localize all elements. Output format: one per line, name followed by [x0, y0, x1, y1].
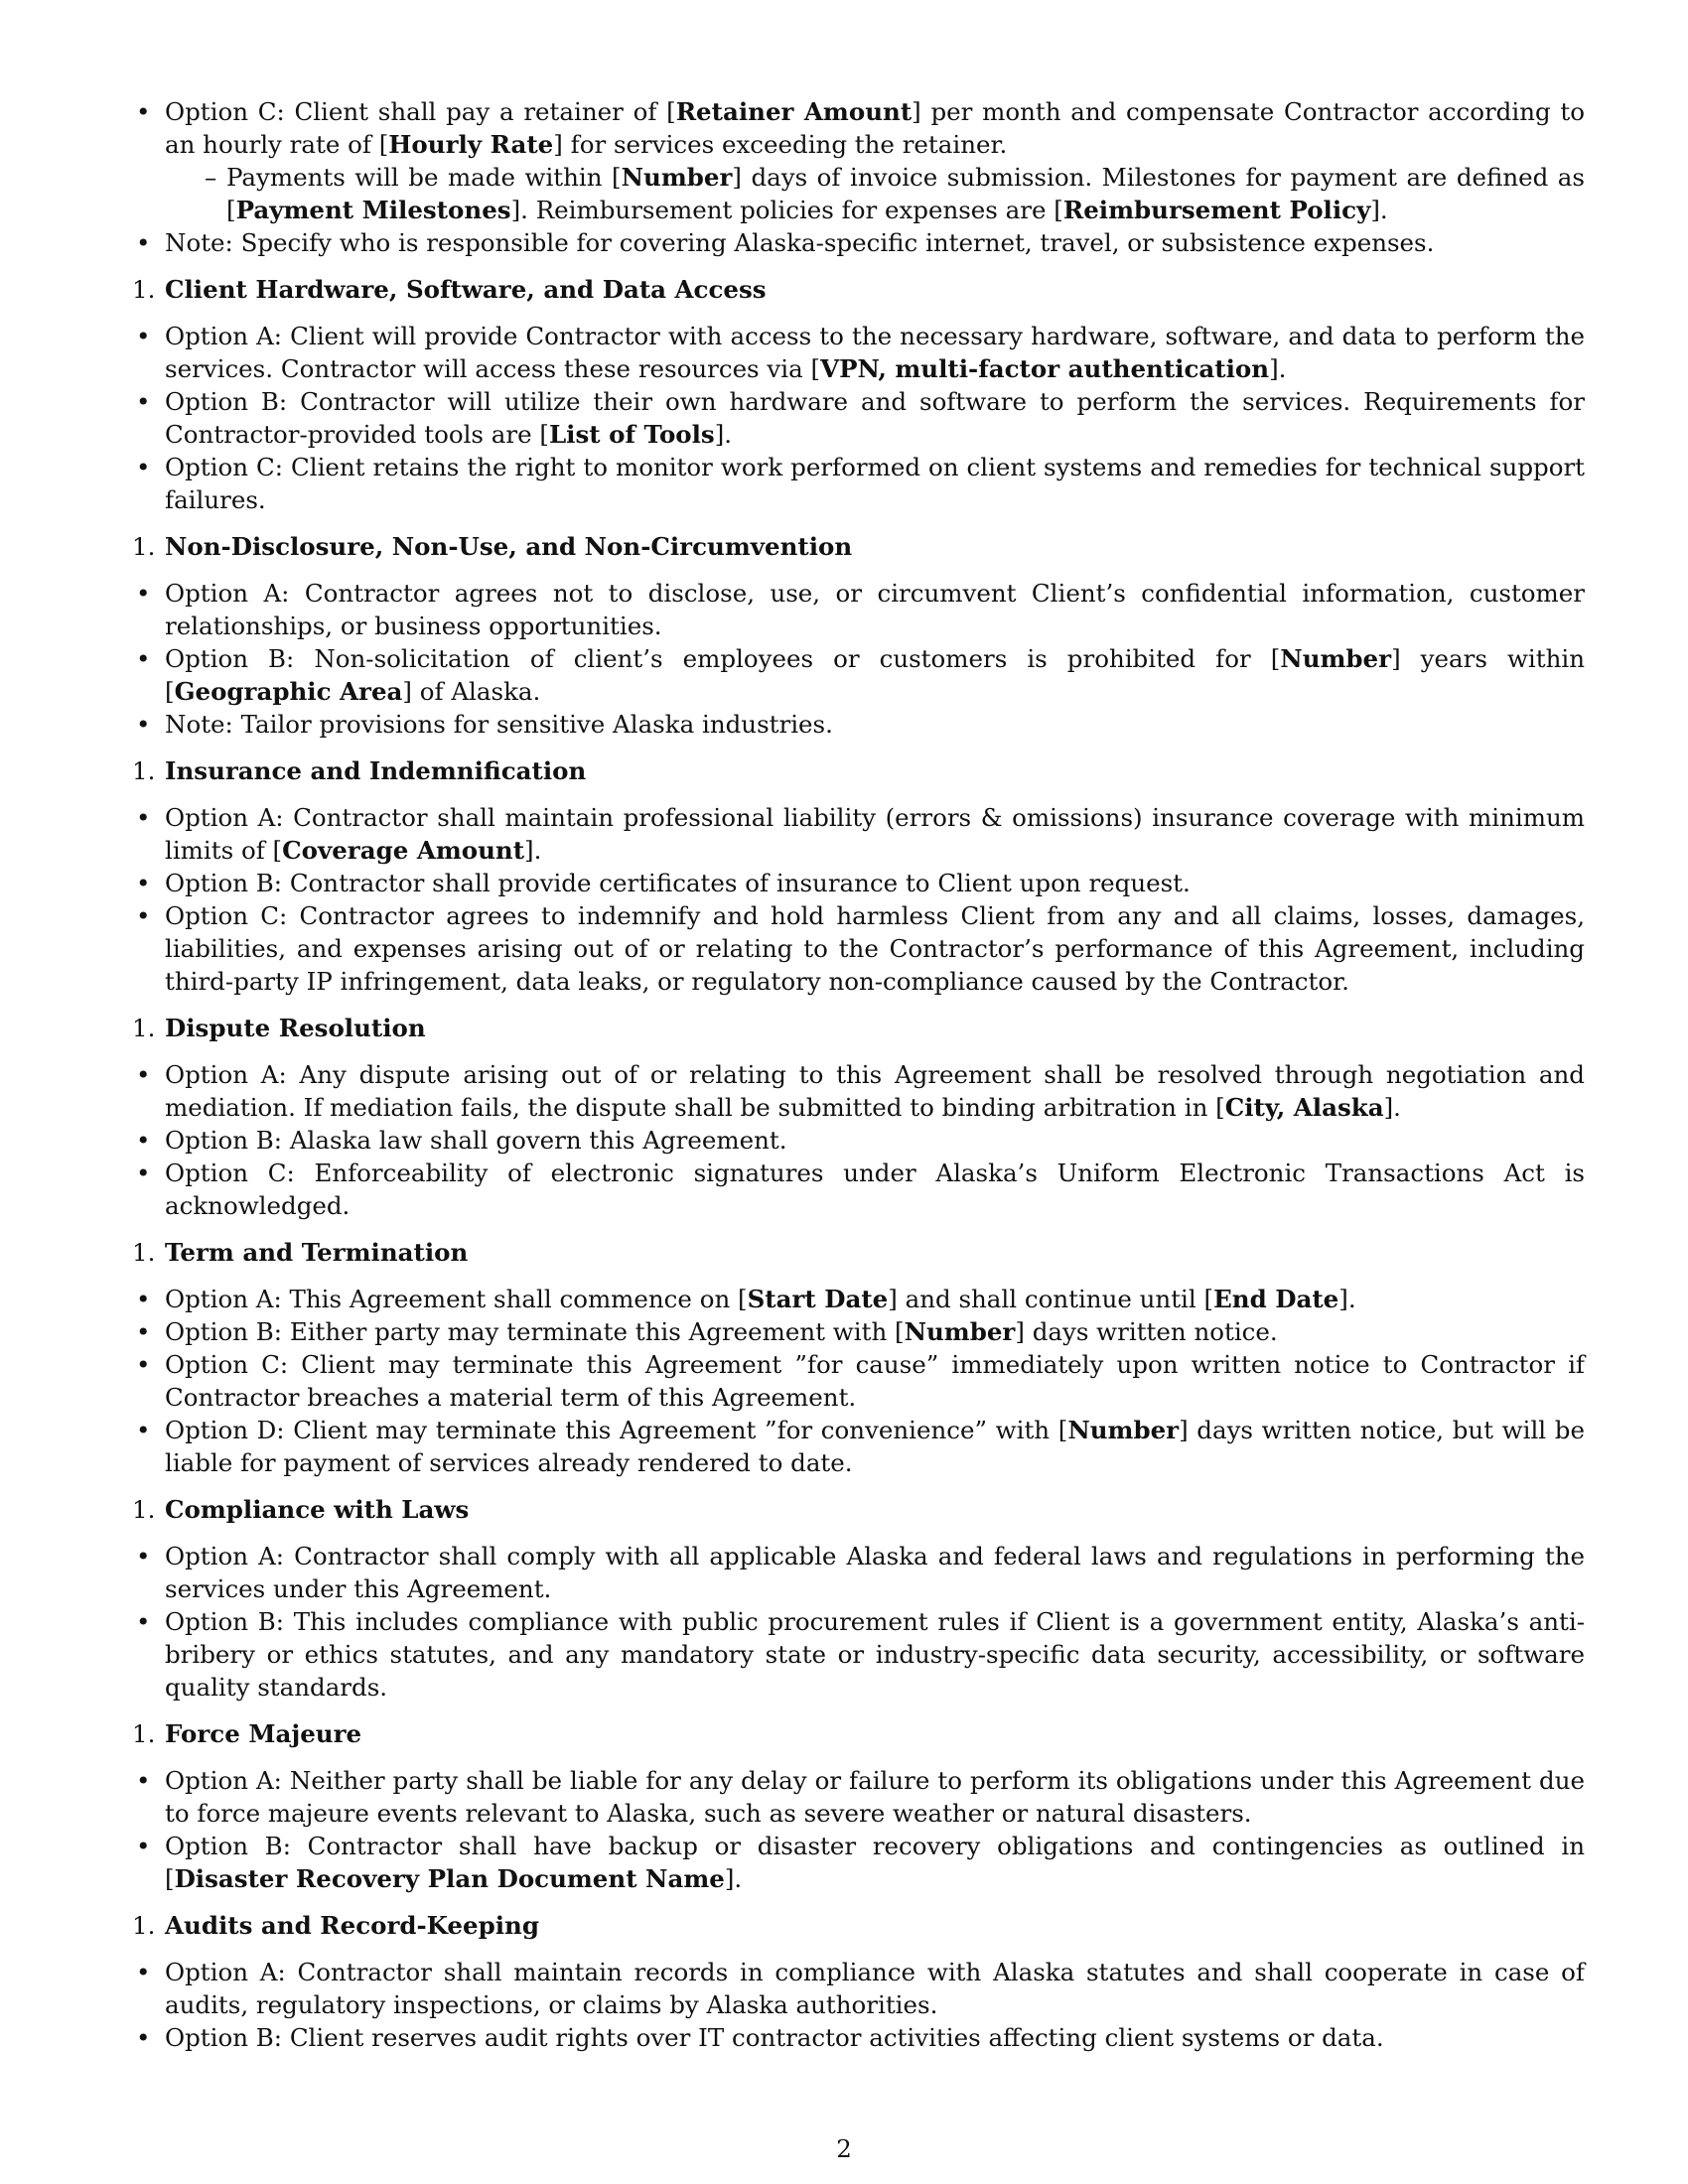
clause-text: Option A: Contractor shall comply with all applicable Alaska and federal laws and regulations in performing the services under this Agreement.	[165, 1542, 1585, 1603]
clause-text: Option B: Contractor shall have backup or disaster recovery obligations and contingencies as outlined in [	[165, 1832, 1585, 1893]
clause-text: Option B: Non-solicitation of client’s employees or customers is prohibited for [	[165, 644, 1281, 673]
section-heading	[132, 1493, 1585, 1526]
clause-text: Option A: This Agreement shall commence on [	[165, 1285, 748, 1313]
placeholder-field: City, Alaska	[1224, 1093, 1384, 1122]
list-item	[165, 1764, 1585, 1830]
clause-text: ] days written notice.	[1015, 1317, 1278, 1346]
placeholder-field: Retainer Amount	[675, 97, 913, 126]
section-number: 1.	[132, 1719, 156, 1748]
section-heading	[132, 1717, 1585, 1750]
bullet-list	[165, 801, 1585, 998]
clause-text: Note: Specify who is responsible for covering Alaska-specific internet, travel, or subsistence expenses.	[165, 228, 1435, 257]
section-heading	[132, 754, 1585, 787]
section-title: Dispute Resolution	[165, 1014, 426, 1042]
clause-text: ].	[1269, 354, 1287, 383]
clause-text: Note: Tailor provisions for sensitive Alaska industries.	[165, 710, 833, 739]
section-heading	[132, 1909, 1585, 1942]
list-item	[165, 867, 1585, 899]
placeholder-field: Payment Milestones	[235, 196, 511, 224]
section-number: 1.	[132, 1014, 156, 1042]
clause-text: ] years within [	[165, 644, 1585, 706]
list-item	[165, 226, 1585, 259]
clause-text: Option C: Client retains the right to monitor work performed on client systems and remedies for technical support failures.	[165, 453, 1585, 514]
list-item	[165, 320, 1585, 385]
list-item	[165, 1315, 1585, 1348]
list-item	[165, 1058, 1585, 1124]
list-item	[165, 1157, 1585, 1222]
clause-text: Option B: Contractor shall provide certificates of insurance to Client upon request.	[165, 869, 1191, 897]
list-item	[165, 1540, 1585, 1605]
section-heading	[132, 273, 1585, 306]
section-number: 1.	[132, 1911, 156, 1940]
clause-text: ] and shall continue until [	[888, 1285, 1214, 1313]
list-item	[165, 642, 1585, 708]
placeholder-field: Number	[621, 163, 733, 192]
clause-text: ] for services exceeding the retainer.	[553, 130, 1008, 159]
section-title: Force Majeure	[165, 1719, 362, 1748]
placeholder-field: Reimbursement Policy	[1062, 196, 1371, 224]
clause-text: Option C: Enforceability of electronic signatures under Alaska’s Uniform Electronic Transactions Act is acknowledged.	[165, 1159, 1585, 1220]
clause-text: ].	[1383, 1093, 1401, 1122]
list-item	[165, 577, 1585, 642]
bullet-list	[165, 1764, 1585, 1895]
clause-text: Option A: Contractor shall maintain records in compliance with Alaska statutes and shall cooperate in case of audits, regulatory inspections, or claims by Alaska authorities.	[165, 1958, 1585, 2019]
clause-text: Option B: This includes compliance with public procurement rules if Client is a government entity, Alaska’s anti-bribery or ethics statutes, and any mandatory state or industry-specific data security, accessibility, or software quality standards.	[165, 1607, 1585, 1702]
section-title: Non-Disclosure, Non-Use, and Non-Circumvention	[165, 532, 853, 561]
section-title: Term and Termination	[165, 1238, 469, 1267]
clause-text: ].	[524, 836, 542, 865]
section-number: 1.	[132, 1495, 156, 1524]
clause-text: ].	[714, 420, 733, 449]
clause-text: Option B: Contractor will utilize their own hardware and software to perform the services. Requirements for Contractor-provided tools are [	[165, 387, 1585, 449]
list-item	[165, 2021, 1585, 2054]
placeholder-field: Start Date	[747, 1285, 889, 1313]
bullet-list	[165, 1956, 1585, 2054]
section-heading	[132, 530, 1585, 563]
clause-text: ] per month and compensate Contractor according to an hourly rate of [	[165, 97, 1585, 159]
clause-text: ] of Alaska.	[402, 677, 541, 706]
list-item	[165, 1348, 1585, 1414]
bullet-list	[165, 1283, 1585, 1479]
list-item	[165, 1830, 1585, 1895]
sub-list	[165, 161, 1585, 226]
list-item	[165, 1605, 1585, 1704]
clause-text: Option C: Client may terminate this Agreement ”for cause” immediately upon written notice to Contractor if Contractor breaches a material term of this Agreement.	[165, 1350, 1585, 1412]
list-item	[165, 1414, 1585, 1479]
bullet-list	[165, 95, 1585, 259]
clause-text: Option C: Client shall pay a retainer of [	[165, 97, 676, 126]
sub-list-item	[226, 161, 1585, 226]
section-number: 1.	[132, 1238, 156, 1267]
clause-text: ] days of invoice submission. Milestones for payment are defined as [	[226, 163, 1585, 224]
list-item	[165, 1956, 1585, 2021]
clause-text: ].	[724, 1864, 743, 1893]
bullet-list	[165, 577, 1585, 741]
list-item	[165, 708, 1585, 741]
placeholder-field: End Date	[1213, 1285, 1339, 1313]
clause-text: ].	[1338, 1285, 1356, 1313]
clause-text: Option A: Any dispute arising out of or relating to this Agreement shall be resolved through negotiation and mediation. If mediation fails, the dispute shall be submitted to binding arbitration in [	[165, 1060, 1585, 1122]
placeholder-field: VPN, multi-factor authentication	[820, 354, 1270, 383]
section-number: 1.	[132, 275, 156, 304]
clause-text: Option C: Contractor agrees to indemnify and hold harmless Client from any and all claims, losses, damages, liabilities, and expenses arising out of or relating to the Contractor’s performance of this Agreement, including third-party IP infringement, data leaks, or regulatory non-compliance caused by the Contractor.	[165, 901, 1585, 996]
list-item	[165, 95, 1585, 226]
placeholder-field: Number	[904, 1317, 1016, 1346]
list-item	[165, 1283, 1585, 1315]
list-item	[165, 385, 1585, 451]
clause-text: Payments will be made within [	[226, 163, 622, 192]
document-body	[132, 95, 1585, 2054]
clause-text: Option A: Contractor agrees not to disclose, use, or circumvent Client’s confidential information, customer relationships, or business opportunities.	[165, 579, 1585, 640]
list-item	[165, 1124, 1585, 1157]
clause-text: ] days written notice, but will be liable for payment of services already rendered to date.	[165, 1416, 1585, 1477]
clause-text: Option A: Neither party shall be liable for any delay or failure to perform its obligations under this Agreement due to force majeure events relevant to Alaska, such as severe weather or natural disasters.	[165, 1766, 1585, 1828]
clause-text: Option A: Client will provide Contractor with access to the necessary hardware, software, and data to perform the services. Contractor will access these resources via [	[165, 322, 1585, 383]
list-item	[165, 451, 1585, 516]
clause-text: Option B: Either party may terminate this Agreement with [	[165, 1317, 905, 1346]
list-item	[165, 899, 1585, 998]
placeholder-field: Geographic Area	[174, 677, 403, 706]
section-title: Insurance and Indemnification	[165, 756, 587, 785]
list-item	[165, 801, 1585, 867]
clause-text: Option A: Contractor shall maintain professional liability (errors & omissions) insurance coverage with minimum limits of [	[165, 803, 1585, 865]
bullet-list	[165, 1540, 1585, 1704]
section-number: 1.	[132, 532, 156, 561]
placeholder-field: List of Tools	[548, 420, 715, 449]
bullet-list	[165, 1058, 1585, 1222]
placeholder-field: Number	[1067, 1416, 1180, 1444]
clause-text: Option B: Client reserves audit rights over IT contractor activities affecting client systems or data.	[165, 2023, 1384, 2052]
clause-text: Option B: Alaska law shall govern this Agreement.	[165, 1126, 787, 1155]
section-title: Audits and Record-Keeping	[165, 1911, 539, 1940]
section-title: Compliance with Laws	[165, 1495, 470, 1524]
placeholder-field: Number	[1280, 644, 1392, 673]
clause-text: ]. Reimbursement policies for expenses are [	[510, 196, 1063, 224]
placeholder-field: Hourly Rate	[388, 130, 554, 159]
section-heading	[132, 1012, 1585, 1044]
clause-text: Option D: Client may terminate this Agreement ”for convenience” with [	[165, 1416, 1068, 1444]
page-number: 2	[836, 2134, 852, 2163]
placeholder-field: Coverage Amount	[282, 836, 525, 865]
section-heading	[132, 1236, 1585, 1269]
bullet-list	[165, 320, 1585, 516]
placeholder-field: Disaster Recovery Plan Document Name	[174, 1864, 725, 1893]
section-title: Client Hardware, Software, and Data Access	[165, 275, 767, 304]
section-number: 1.	[132, 756, 156, 785]
clause-text: ].	[1370, 196, 1388, 224]
